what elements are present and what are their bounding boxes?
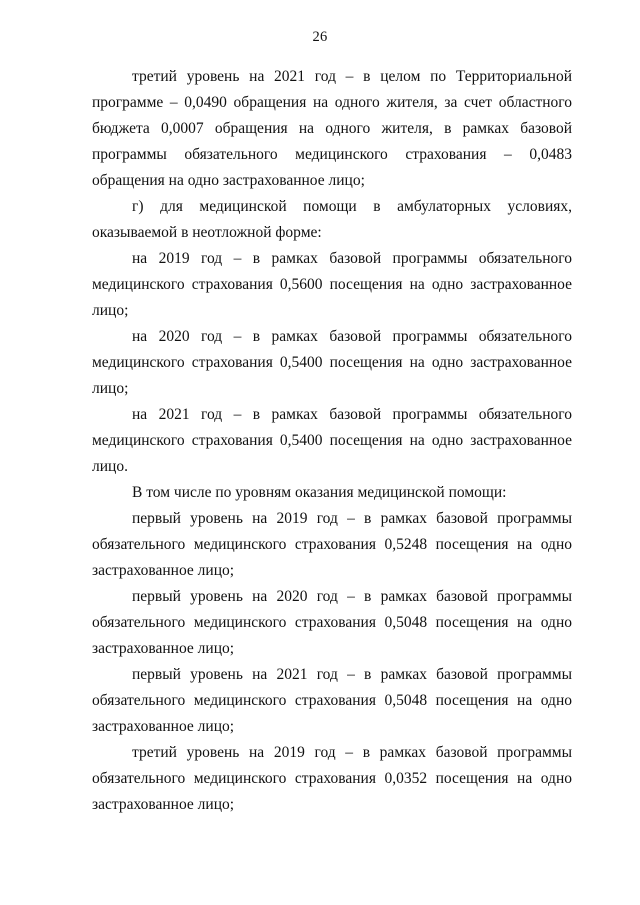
paragraph-third-level-2019: третий уровень на 2019 год – в рамках базовой программы обязательного медицинского страхования 0,0352 посещения на одно застрахованное лицо; [92, 744, 572, 813]
paragraph-2020-visits: на 2020 год – в рамках базовой программы обязательного медицинского страхования 0,5400 посещения на одно застрахованное лицо; [92, 328, 572, 397]
paragraph-2019-visits: на 2019 год – в рамках базовой программы обязательного медицинского страхования 0,5600 посещения на одно застрахованное лицо; [92, 250, 572, 319]
paragraph-item-g-urgent-care: г) для медицинской помощи в амбулаторных условиях, оказываемой в неотложной форме: [92, 198, 572, 241]
paragraph-2021-visits: на 2021 год – в рамках базовой программы обязательного медицинского страхования 0,5400 посещения на одно застрахованное лицо. [92, 406, 572, 475]
paragraph-first-level-2021: первый уровень на 2021 год – в рамках базовой программы обязательного медицинского страхования 0,5048 посещения на одно застрахованное лицо; [92, 666, 572, 735]
page-number: 26 [312, 29, 328, 45]
paragraph-levels-intro: В том числе по уровням оказания медицинской помощи: [132, 484, 507, 501]
paragraph-third-level-2021-appeals: третий уровень на 2021 год – в целом по Территориальной программе – 0,0490 обращения на одного жителя, за счет областного бюджета 0,0007 обращения на одного жителя, в рамках базовой программы обязательного медицинского страхования – 0,0483 обращения на одно застрахованное лицо; [92, 68, 572, 189]
paragraph-first-level-2020: первый уровень на 2020 год – в рамках базовой программы обязательного медицинского страхования 0,5048 посещения на одно застрахованное лицо; [92, 588, 572, 657]
document-body [92, 64, 572, 818]
paragraph-first-level-2019: первый уровень на 2019 год – в рамках базовой программы обязательного медицинского страхования 0,5248 посещения на одно застрахованное лицо; [92, 510, 572, 579]
